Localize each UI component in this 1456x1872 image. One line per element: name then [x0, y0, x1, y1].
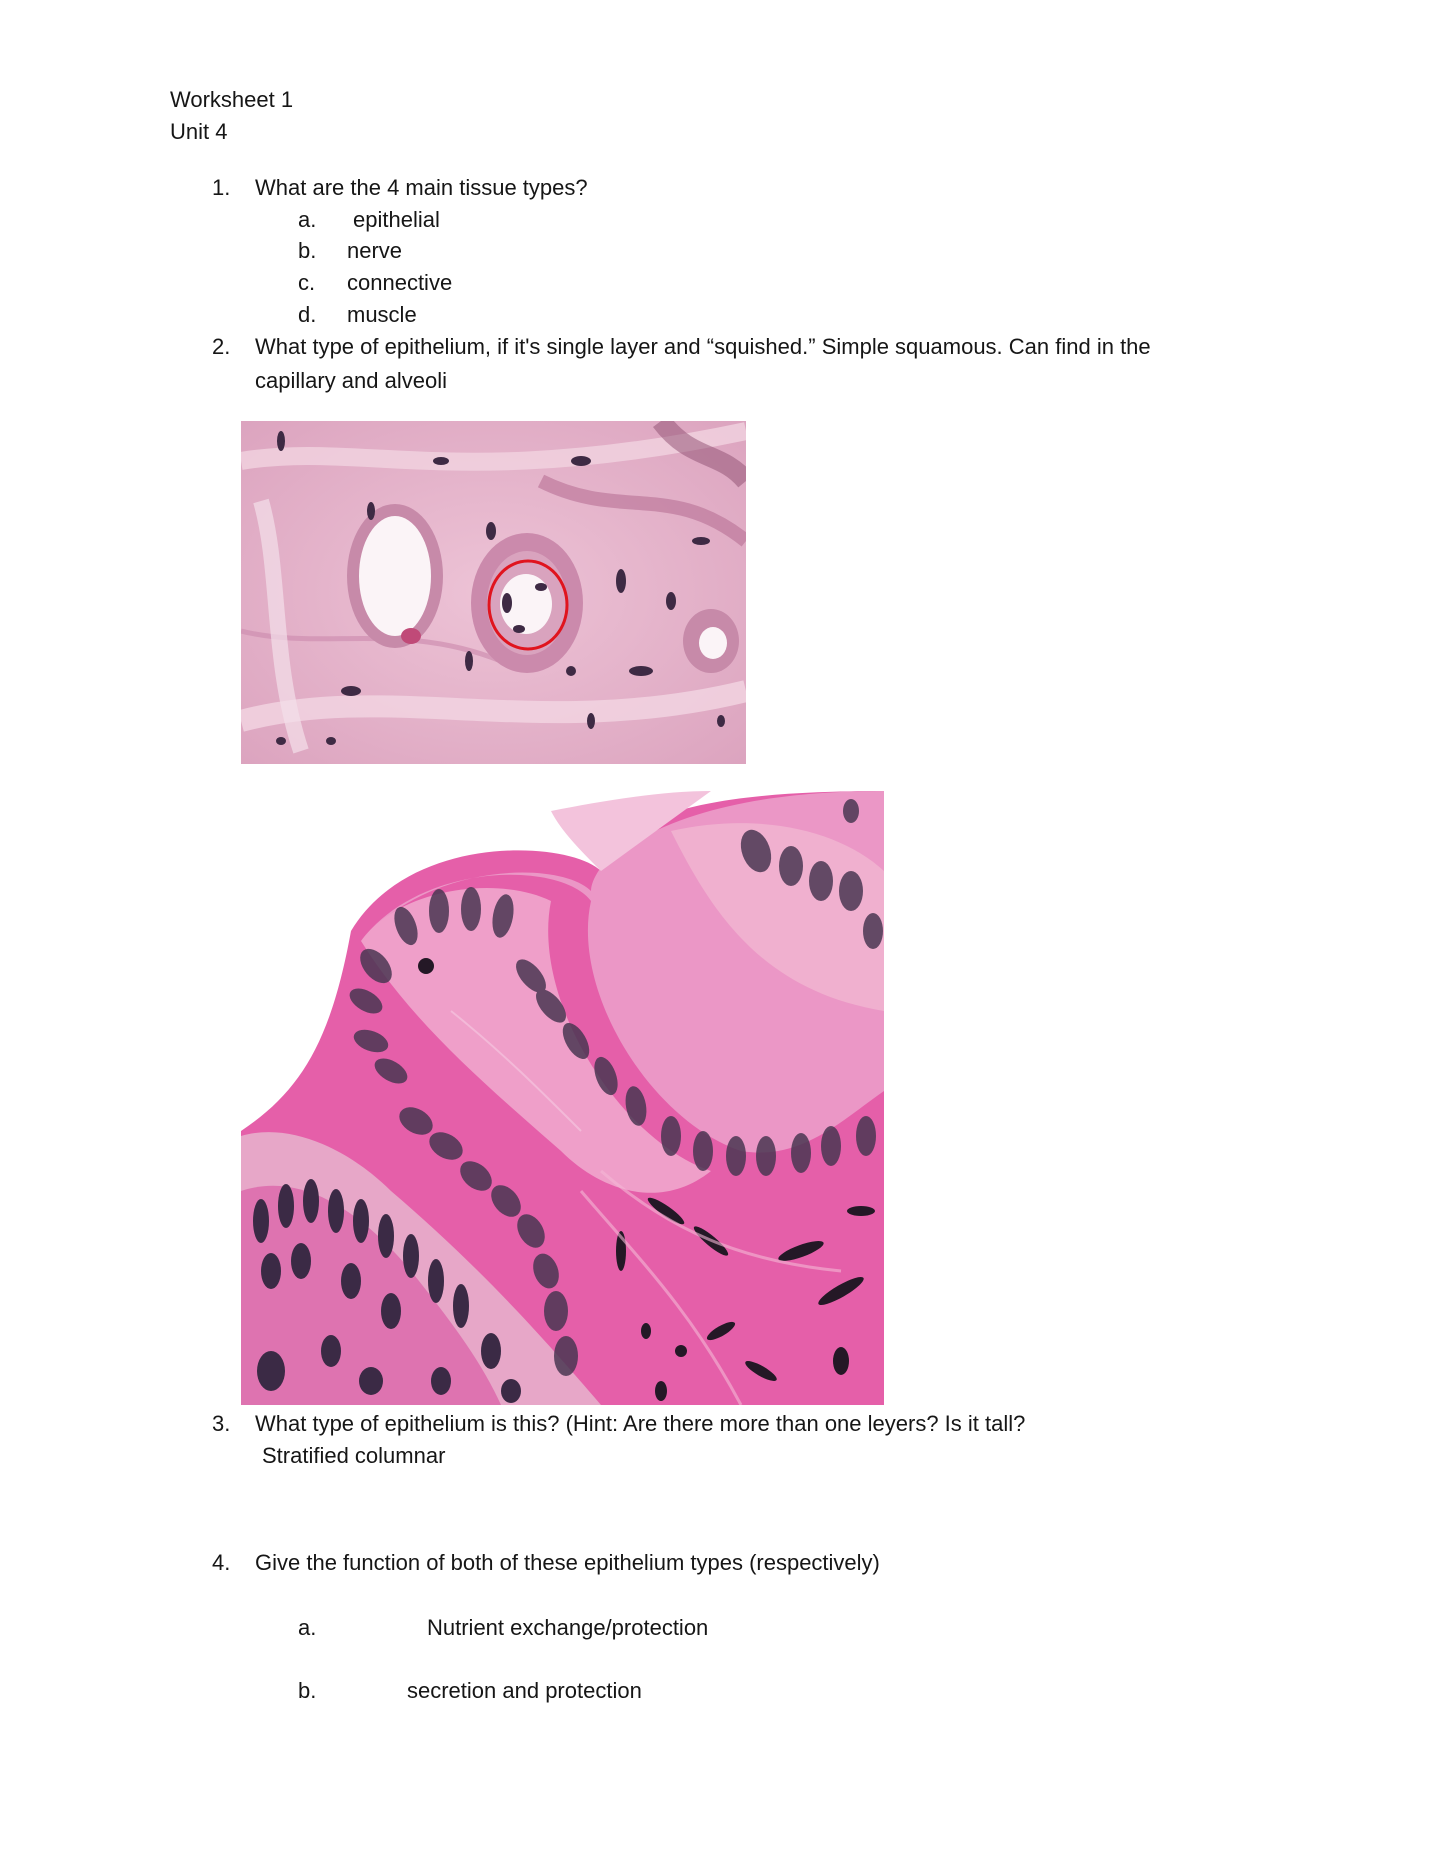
question-3-number: 3. [212, 1411, 231, 1436]
micrograph-1-svg [241, 421, 746, 764]
answer-1b-letter: b. [298, 238, 317, 263]
answer-1c-letter: c. [298, 270, 316, 295]
answer-1a-text: epithelial [353, 207, 440, 232]
answer-1d-text: muscle [347, 302, 417, 327]
question-1-text: What are the 4 main tissue types? [255, 175, 588, 200]
micrograph-2-svg [241, 791, 884, 1405]
unit-label: Unit 4 [170, 119, 228, 144]
question-2-number: 2. [212, 334, 231, 359]
answer-1a-letter: a. [298, 207, 317, 232]
answer-1d-letter: d. [298, 302, 317, 327]
answer-4b-letter: b. [298, 1678, 317, 1703]
question-1-number: 1. [212, 175, 231, 200]
answer-1b-text: nerve [347, 238, 403, 263]
answer-4a-letter: a. [298, 1615, 317, 1640]
question-4-text: Give the function of both of these epithelium types (respectively) [255, 1550, 880, 1575]
answer-4a-text: Nutrient exchange/protection [427, 1615, 709, 1640]
answer-4b-text: secretion and protection [407, 1678, 642, 1703]
micrograph-stratified-columnar [241, 791, 884, 1405]
question-3-line-1: What type of epithelium is this? (Hint: Are there more than one leyers? Is it tall? [255, 1411, 1026, 1436]
worksheet-title: Worksheet 1 [170, 87, 294, 112]
answer-1c-text: connective [347, 270, 453, 295]
question-4-number: 4. [212, 1550, 231, 1575]
question-3-line-2: Stratified columnar [262, 1443, 446, 1468]
question-2-line-1: What type of epithelium, if it's single layer and “squished.” Simple squamous. Can find in the [255, 334, 1151, 359]
question-2-line-2: capillary and alveoli [255, 368, 447, 393]
micrograph-simple-squamous [241, 421, 746, 764]
